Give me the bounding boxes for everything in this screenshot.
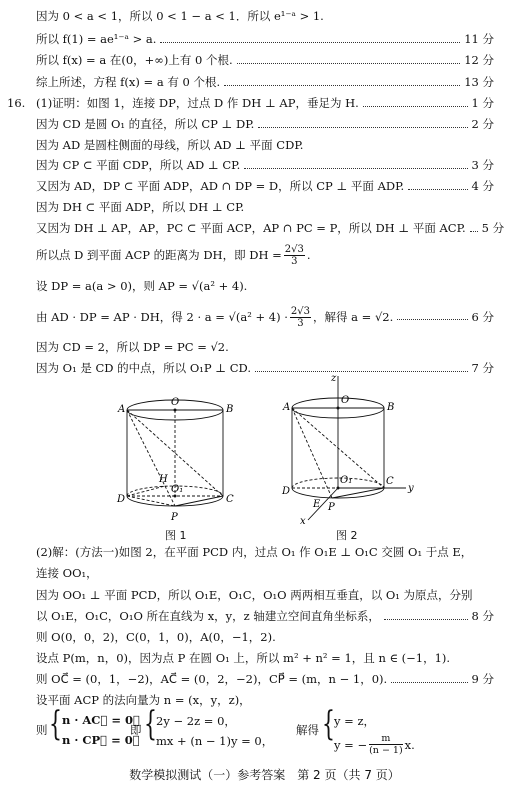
text-line-4: 综上所述，方程 f(x) = a 有 0 个根. 13 分	[36, 75, 494, 89]
fig1-label-O1: O₁	[171, 484, 184, 495]
fig2-label-B: B	[387, 402, 395, 413]
text-line-1: 因为 0 < a < 1，所以 0 < 1 − a < 1．所以 e¹⁻ᵃ > 1.	[36, 9, 324, 23]
fig2-label-z: z	[331, 373, 337, 384]
fig1-label-B: B	[226, 404, 234, 415]
page-footer: 数学模拟测试（一）参考答案 第 2 页（共 7 页）	[129, 768, 400, 782]
text-line-14: 由 AD · DP = AP · DH，得 2 · a = √(a² + 4) · $\frac{2√3}{3}$ ，解得 a = √2. 6 分	[36, 305, 494, 329]
fig2-label-O: O	[341, 395, 350, 406]
figure-2	[270, 372, 420, 528]
text-line-5: (1)证明：如图 1，连接 DP，过点 D 作 DH ⊥ AP，垂足为 H. 1 分	[36, 96, 494, 110]
text-line-6: 因为 CD 是圆 O₁ 的直径，所以 CP ⊥ DP. 2 分	[36, 117, 494, 131]
score: 3 分	[471, 158, 494, 172]
text-line-8: 因为 CP ⊂ 平面 CDP，所以 AD ⊥ CP. 3 分	[36, 158, 494, 172]
fig2-label-E: E	[313, 499, 321, 510]
fig2-label-P: P	[328, 502, 335, 513]
text-line-3: 所以 f(x) = a 在(0，+∞)上有 0 个根. 12 分	[36, 53, 494, 67]
score: 11 分	[464, 32, 494, 46]
fig1-label-C: C	[226, 494, 234, 505]
fig1-label-A: A	[118, 404, 126, 415]
score: 7 分	[471, 361, 494, 375]
fig2-label-A: A	[283, 402, 291, 413]
score: 5 分	[481, 221, 505, 235]
text-line-12: 所以点 D 到平面 ACP 的距离为 DH，即 DH = $\frac{2√3}{3}$ .	[36, 243, 311, 267]
score: 4 分	[471, 179, 494, 193]
problem-number: 16.	[7, 96, 26, 110]
text-line-9: 又因为 AD，DP ⊂ 平面 ADP，AD ∩ DP = D，所以 CP ⊥ 平面 ADP. 4 分	[36, 179, 494, 193]
fig1-label-O: O	[171, 397, 180, 408]
fig2-label-y: y	[408, 483, 414, 494]
text-line-18: 连接 OO₁，	[36, 566, 98, 580]
text-line-7: 因为 AD 是圆柱侧面的母线，所以 AD ⊥ 平面 CDP.	[36, 138, 304, 152]
text-line-23: 则 OC⃗ = (0，1，−2)，AC⃗ = (0，2，−2)，CP⃗ = (m，n − 1，0). 9 分	[36, 672, 494, 686]
text-line-17: (2)解：(方法一)如图 2，在平面 PCD 内，过点 O₁ 作 O₁E ⊥ O₁C 交圆 O₁ 于点 E，	[36, 545, 473, 559]
fig2-label-D: D	[282, 486, 291, 497]
text-line-21: 则 O(0，0，2)，C(0，1，0)，A(0，−1，2).	[36, 630, 276, 644]
text-line-15: 因为 CD = 2，所以 DP = PC = √2.	[36, 340, 229, 354]
score: 6 分	[471, 310, 494, 324]
text-line-24: 设平面 ACP 的法向量为 n = (x，y，z)，	[36, 693, 251, 707]
text-line-22: 设点 P(m，n，0)，因为点 P 在圆 O₁ 上，所以 m² + n² = 1，且 n ∈ (−1，1).	[36, 651, 451, 665]
fig2-label-C: C	[386, 476, 394, 487]
fig1-label-P: P	[171, 512, 178, 523]
text-line-11: 又因为 DH ⊥ AP，AP，PC ⊂ 平面 ACP，AP ∩ PC = P，所以 DH ⊥ 平面 ACP. 5 分	[36, 221, 505, 235]
text-line-10: 因为 DH ⊂ 平面 ADP，所以 DH ⊥ CP.	[36, 200, 245, 214]
figure-2-caption: 图 2	[336, 529, 358, 542]
fraction-eq: $\frac{2√3}{3}$	[290, 305, 311, 329]
score: 9 分	[471, 672, 494, 686]
answer-page: 因为 0 < a < 1，所以 0 < 1 − a < 1．所以 e¹⁻ᵃ > 1. 所以 f(1) = ae¹⁻ᵃ > a. 11 分 所以 f(x) = a 在(0，+∞)上有 0 个根. 12 分 综上所述，方程 f(x) = a 有 0 个根. 13 分 16. (1)证明：如图 1，连接 DP，过点 D 作 DH ⊥ AP，垂足为 H. 1 分 因为 CD 是圆 O₁ 的直径，所以 CP ⊥ DP. 2 分 因为 AD 是圆柱侧面的母线，所以 AD ⊥ 平面 CDP. 因为 CP ⊂ 平面 CDP，所以 AD ⊥ CP. 3 分 又因为 AD，DP ⊂ 平面 ADP，AD ∩ DP = D，所以 CP ⊥ 平面 ADP. 4 分 因为 DH ⊂ 平面 ADP，所以 DH ⊥ CP. 又因为 DH ⊥ AP，AP，PC ⊂ 平面 ACP，AP ∩ PC = P，所以 DH ⊥ 平面 ACP. 5 分 所以点 D 到平面 ACP 的距离为 DH，即 DH = $\frac{2√3}{3}$ . 设 DP = a(a > 0)，则 AP = √(a² + 4). 由 AD · DP = AP · DH，得 2 · a = √(a² + 4) · $\frac{2√3}{3}$ ，解得 a = √2. 6 分 因为 CD = 2，所以 DP = PC = √2. 因为 O₁ 是 CD 的中点，所以 O₁P ⊥ CD. 7 分 A O B H O₁ D C P 图 1 z A O B O₁ D C y E P x 图 2 (2)解：(方法一)如图 2，在平面 PCD 内，过点 O₁ 作 O₁E ⊥ O₁C 交圆 O₁ 于点 E， 连接 OO₁， 因为 OO₁ ⊥ 平面 PCD，所以 O₁E，O₁C，O₁O 两两相互垂直，以 O₁ 为原点，分别 以 O₁E，O₁C，O₁O 所在直线为 x，y，z 轴建立空间直角坐标系， 8 分 则 O(0，0，2)，C(0，1，0)，A(0，−1，2). 设点 P(m，n，0)，因为点 P 在圆 O₁ 上，所以 m² + n² = 1，且 n ∈ (−1，1). 则 OC⃗ = (0，1，−2)，AC⃗ = (0，2，−2)，CP⃗ = (m，n − 1，0). 9 分 设平面 ACP 的法向量为 n = (x，y，z)， 则 { n · AC⃗ = 0， n · CP⃗ = 0， 即 { 2y − 2z = 0， mx + (n − 1)y = 0， 解得 { y = z， y = − $\frac{m}{(n - 1)}$ x. 数学模拟测试（一）参考答案 第 2 页（共 7 页）	[0, 0, 529, 789]
fig2-label-O1: O₁	[340, 475, 353, 486]
text-line-2: 所以 f(1) = ae¹⁻ᵃ > a. 11 分	[36, 32, 494, 46]
figure-1	[105, 378, 255, 528]
fig1-label-D: D	[117, 494, 126, 505]
score: 13 分	[464, 75, 494, 89]
fig1-label-H: H	[159, 474, 168, 485]
fraction-dh: $\frac{2√3}{3}$	[284, 243, 304, 267]
score: 8 分	[471, 609, 494, 623]
score: 1 分	[471, 96, 494, 110]
score: 12 分	[464, 53, 494, 67]
text-line-16: 因为 O₁ 是 CD 的中点，所以 O₁P ⊥ CD. 7 分	[36, 361, 494, 375]
figure-1-caption: 图 1	[165, 529, 187, 542]
fig2-label-x: x	[300, 516, 306, 527]
text-line-13: 设 DP = a(a > 0)，则 AP = √(a² + 4).	[36, 279, 248, 293]
score: 2 分	[471, 117, 494, 131]
text-line-19: 因为 OO₁ ⊥ 平面 PCD，所以 O₁E，O₁C，O₁O 两两相互垂直，以 O₁ 为原点，分别	[36, 588, 473, 602]
text-line-20: 以 O₁E，O₁C，O₁O 所在直线为 x，y，z 轴建立空间直角坐标系， 8 分	[36, 609, 494, 623]
